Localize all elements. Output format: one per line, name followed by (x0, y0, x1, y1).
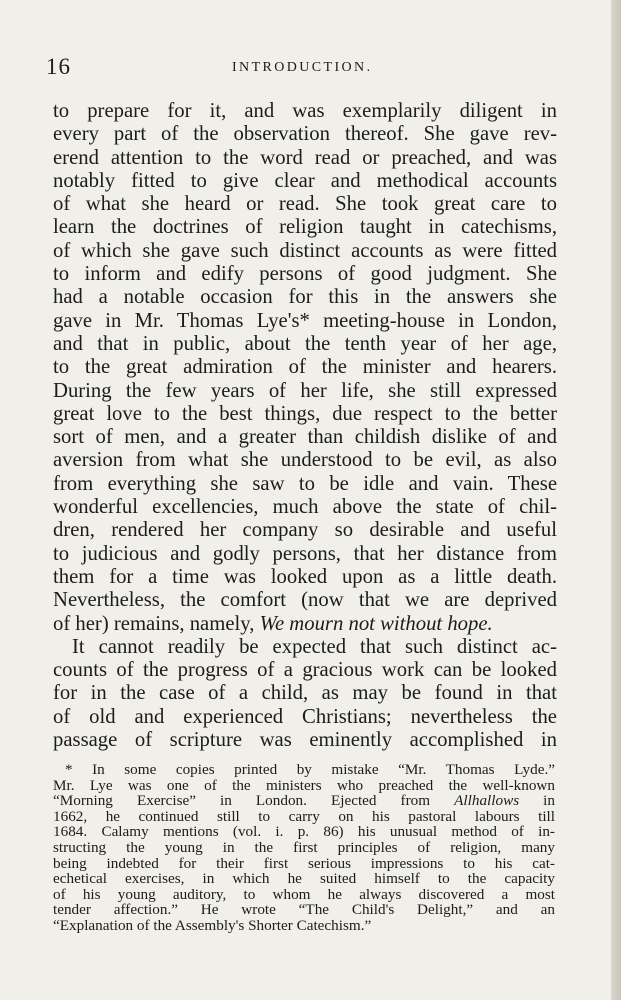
footnote-line: 1684. Calamy mentions (vol. i. p. 86) his unusual method of in- (53, 823, 555, 841)
footnote-line: of his young auditory, to whom he always discovered a most (53, 885, 555, 903)
text-line: to prepare for it, and was exemplarily diligent in (53, 100, 557, 122)
text-line: to the great admiration of the minister and hearers. (53, 356, 557, 379)
text-line: counts of the progress of a gracious work can be looked (53, 659, 557, 682)
running-head (46, 54, 576, 84)
text-line: of old and experienced Christians; nevertheless the (53, 705, 557, 728)
footnote-italic-place: Allhallows (454, 792, 520, 810)
text-line: had a notable occasion for this in the answers she (53, 286, 557, 309)
paragraph-1 (53, 100, 557, 636)
text-line: and that in public, about the tenth year of her age, (53, 332, 557, 355)
page-edge (611, 0, 621, 1000)
text-line: from everything she saw to be idle and vain. These (53, 472, 557, 495)
footnote-line: structing the young in the first principles of religion, many (53, 838, 555, 856)
text-line: of which she gave such distinct accounts as were fitted (53, 239, 557, 262)
text-line: learn the doctrines of religion taught in catechisms, (53, 216, 557, 239)
text-line (53, 613, 557, 636)
text-line: them for a time was looked upon as a little death. (53, 565, 557, 588)
text-line: During the few years of her life, she still expressed (53, 379, 557, 402)
footnote-line: echetical exercises, in which he suited himself to the capacity (53, 870, 555, 888)
text-line: to inform and edify persons of good judgment. She (53, 263, 557, 286)
text-line: for in the case of a child, as may be found in that (53, 682, 557, 705)
body-text (53, 100, 557, 752)
page-number: 16 (46, 54, 71, 79)
footnote-line: 1662, he continued still to carry on his pastoral labours till (53, 807, 555, 825)
text-line: erend attention to the word read or preached, and was (53, 146, 557, 169)
text-line: notably fitted to give clear and methodical accounts (53, 169, 557, 192)
running-head-title: INTRODUCTION. (232, 60, 373, 75)
text-line: dren, rendered her company so desirable and useful (53, 519, 557, 542)
text-line: wonderful excellencies, much above the state of chil- (53, 496, 557, 519)
text-line: of what she heard or read. She took great care to (53, 193, 557, 216)
footnote-line: * In some copies printed by mistake “Mr. Thomas Lyde.” (65, 761, 555, 778)
footnote (53, 762, 555, 934)
text-line: great love to the best things, due respect to the better (53, 402, 557, 425)
footnote-line-roman: “Morning Exercise” in London. Ejected from (53, 792, 455, 810)
text-line: aversion from what she understood to be evil, as also (53, 449, 557, 472)
paragraph-2 (53, 636, 557, 752)
text-line: to judicious and godly persons, that her distance from (53, 542, 557, 565)
footnote-line: tender affection.” He wrote “The Child's Delight,” and an (53, 901, 555, 919)
footnote-line-roman-end: in (519, 792, 555, 810)
text-line: sort of men, and a greater than childish dislike of and (53, 426, 557, 449)
footnote-line: Mr. Lye was one of the ministers who preached the well-known (53, 776, 555, 794)
text-line: passage of scripture was eminently accomplished in (53, 729, 557, 752)
text-line: It cannot readily be expected that such distinct ac- (72, 635, 557, 658)
footnote-line: “Explanation of the Assembly's Shorter Catechism.” (53, 916, 372, 934)
text-line-roman: of her) remains, namely, (53, 612, 260, 635)
text-line: Nevertheless, the comfort (now that we are deprived (53, 589, 557, 612)
footnote-line: being indebted for their first serious impressions to his cat- (53, 854, 555, 872)
text-line: gave in Mr. Thomas Lye's* meeting-house in London, (53, 309, 557, 332)
italic-quotation: We mourn not without hope. (259, 612, 493, 635)
footnote-line (53, 793, 555, 809)
text-line: every part of the observation thereof. She gave rev- (53, 123, 557, 146)
